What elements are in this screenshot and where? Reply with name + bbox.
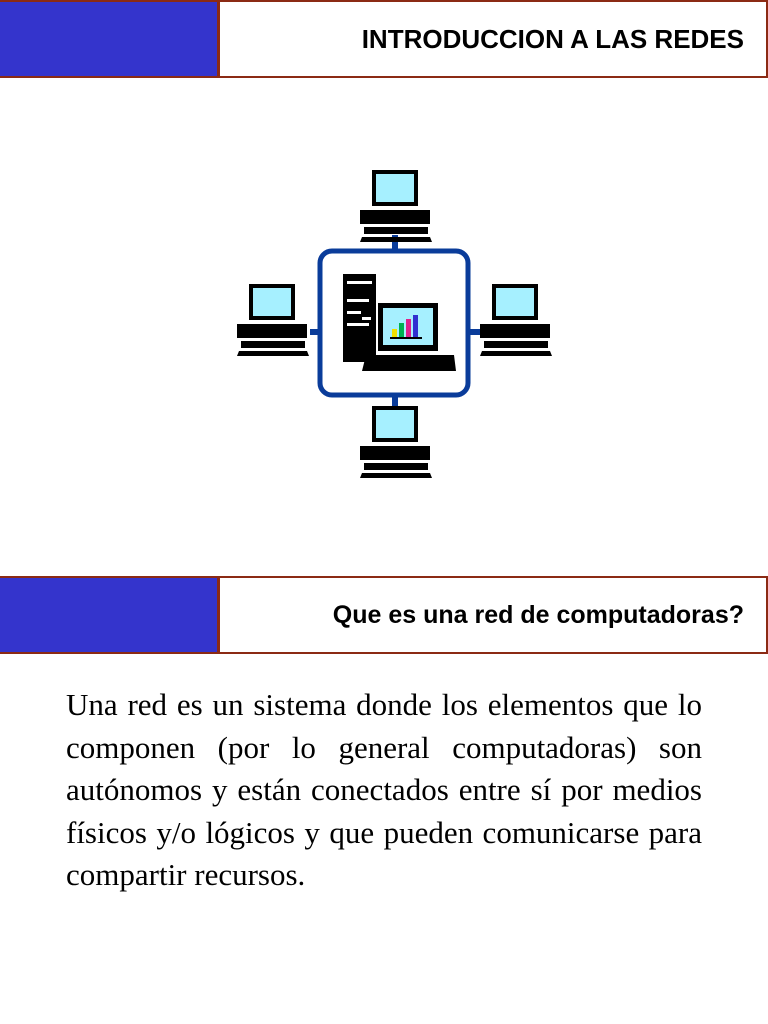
banner-title-area bbox=[220, 578, 768, 652]
section-banner bbox=[0, 576, 768, 654]
banner-accent-block bbox=[0, 2, 220, 76]
computer-icon bbox=[360, 170, 432, 242]
network-diagram-icon bbox=[230, 165, 560, 485]
server-tower-icon bbox=[343, 274, 376, 362]
top-banner bbox=[0, 0, 768, 78]
banner-accent-block bbox=[0, 578, 220, 652]
computer-icon bbox=[360, 406, 432, 478]
workstation-icon bbox=[362, 303, 456, 371]
definition-paragraph: Una red es un sistema donde los elementos que lo componen (por lo general computadoras) son autónomos y están conectados entre sí por medios físicos y/o lógicos y que pueden comunicarse para compartir recursos. bbox=[66, 687, 702, 892]
banner-title-area bbox=[220, 2, 768, 76]
computer-icon bbox=[237, 284, 309, 356]
section-title: Que es una red de computadoras? bbox=[332, 600, 744, 629]
computer-icon bbox=[480, 284, 552, 356]
page-title: INTRODUCCION A LAS REDES bbox=[361, 23, 744, 54]
